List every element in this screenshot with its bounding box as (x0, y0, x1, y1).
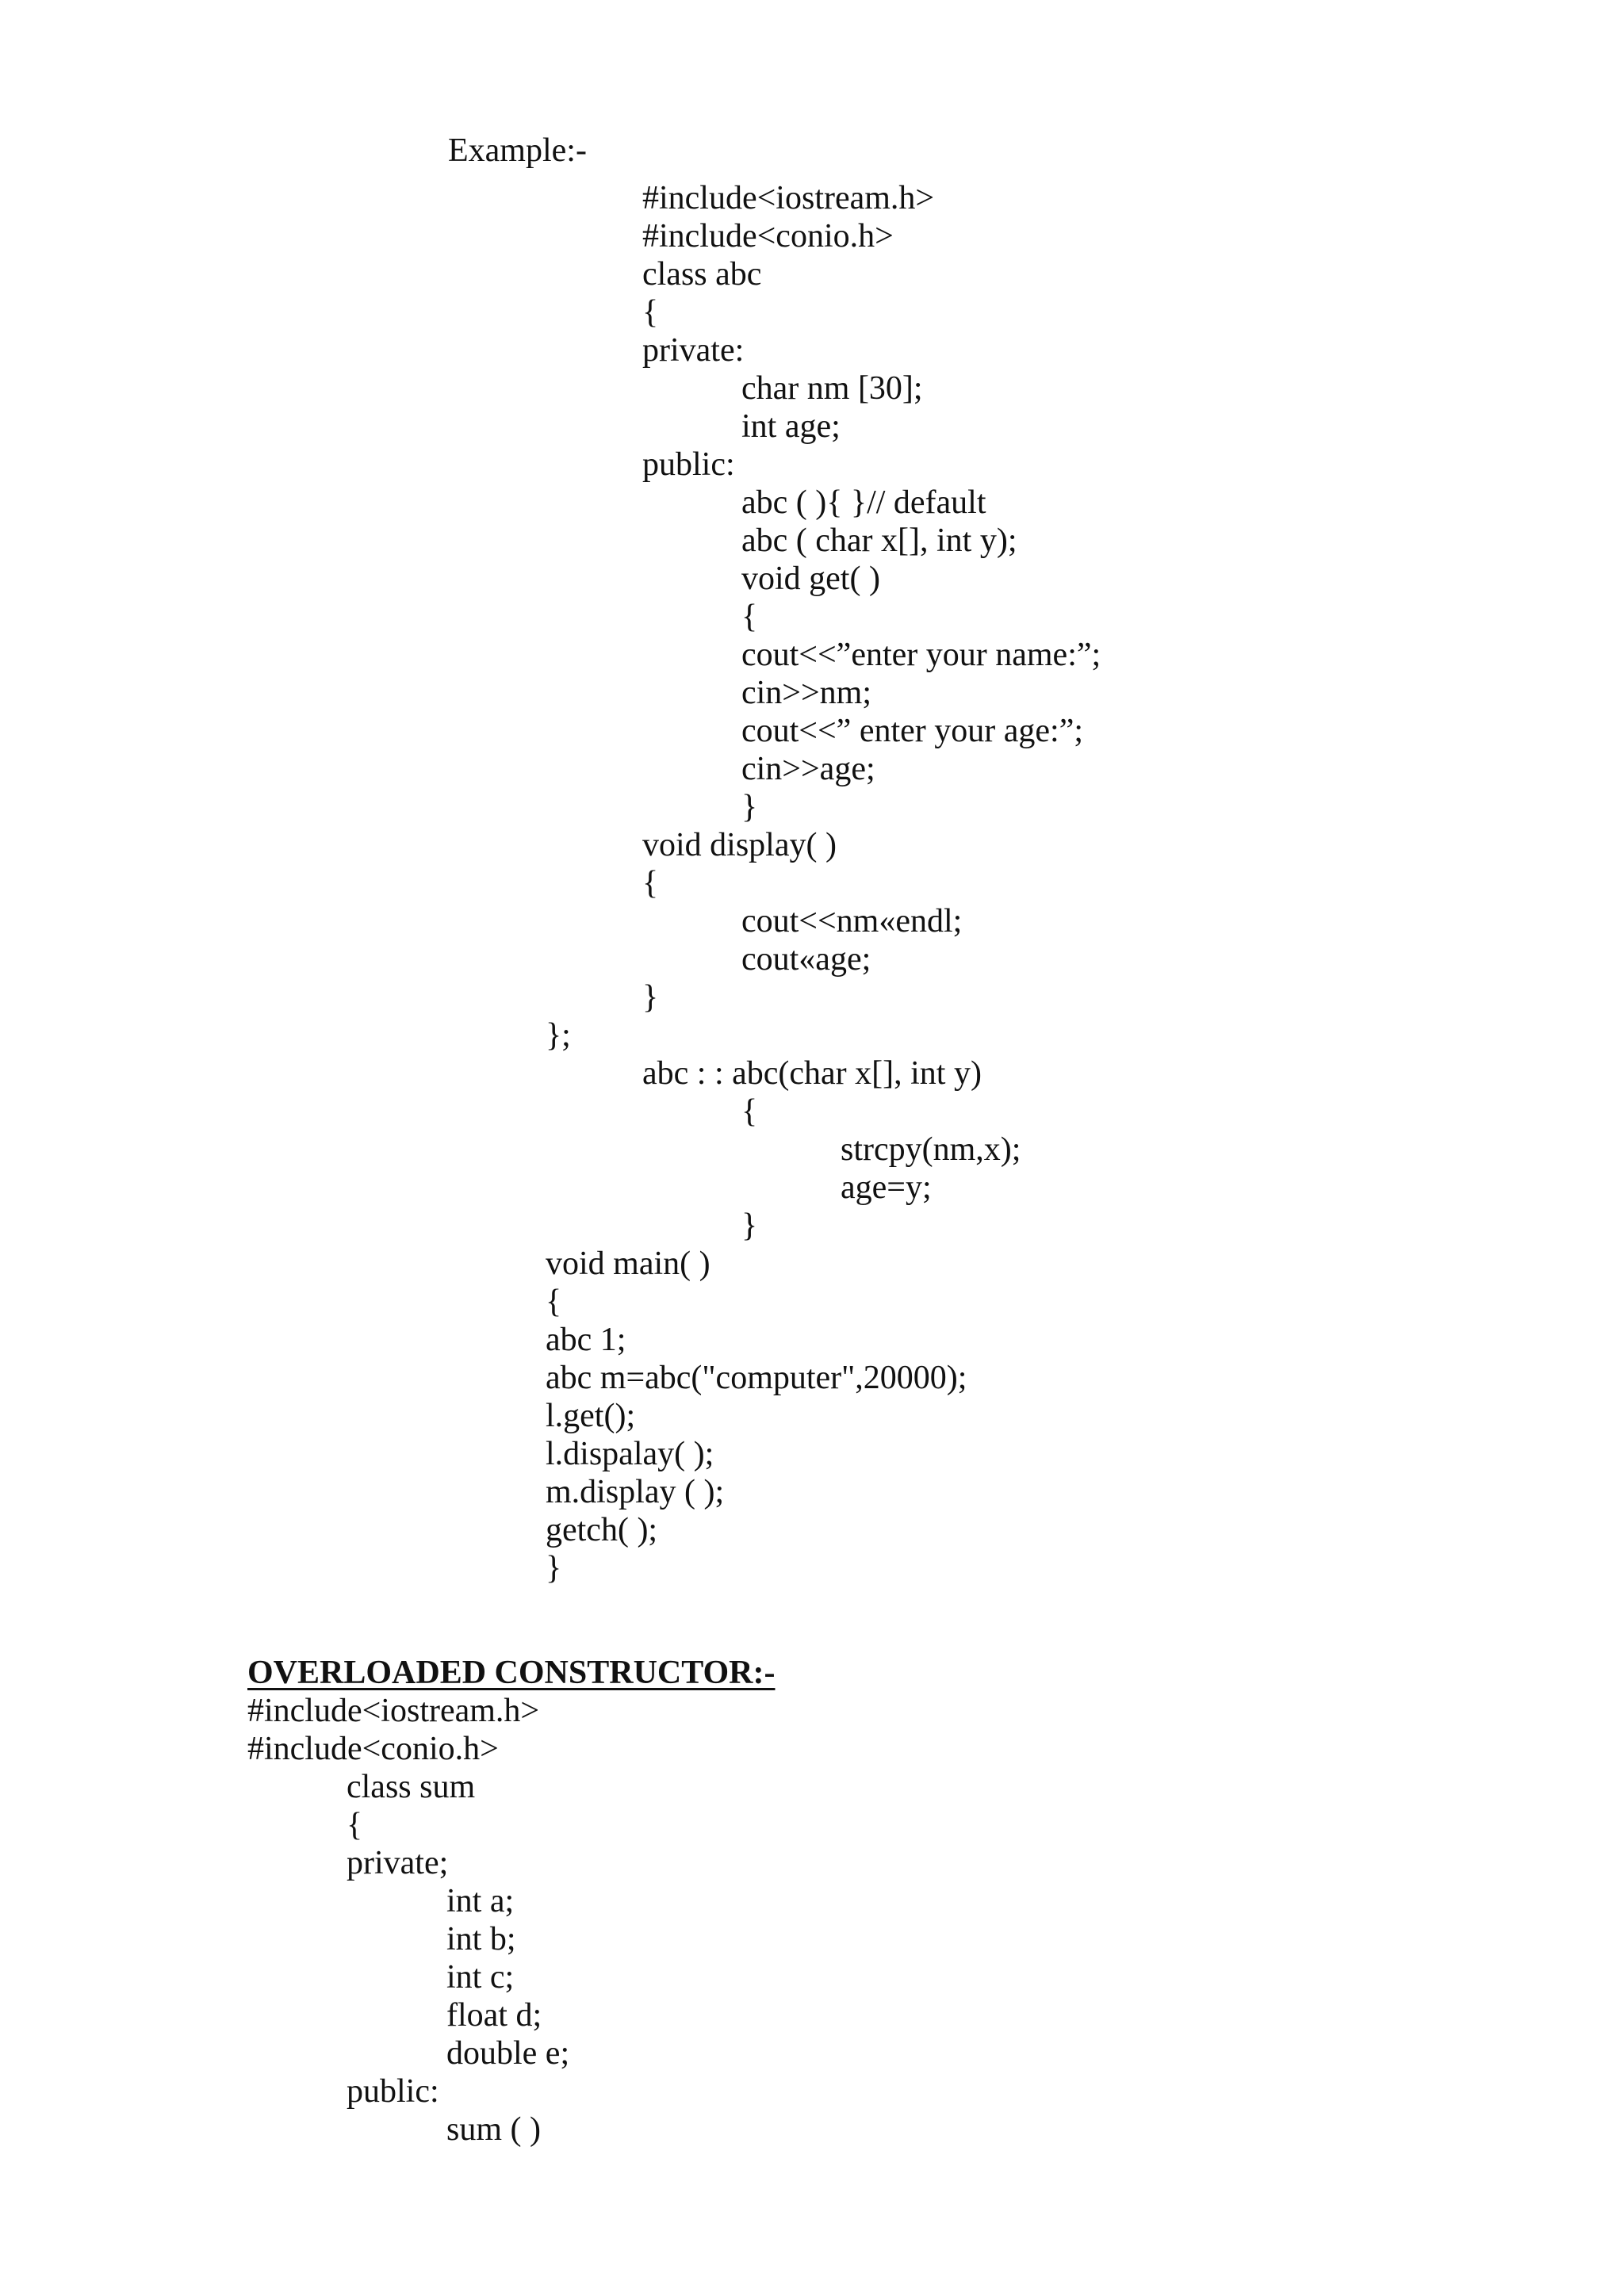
code-line: int age; (741, 408, 841, 445)
code-line: cout«age; (741, 941, 871, 978)
code-line: { (347, 1807, 363, 1843)
code-line: strcpy(nm,x); (841, 1131, 1021, 1168)
code-line: int c; (446, 1959, 515, 1996)
code-line: #include<iostream.h> (642, 180, 935, 216)
code-line: abc ( char x[], int y); (741, 522, 1017, 559)
code-line: cout<<nm«endl; (741, 903, 963, 939)
section-heading: OVERLOADED CONSTRUCTOR:- (247, 1655, 776, 1691)
code-line: } (642, 979, 659, 1016)
code-line: { (741, 1093, 758, 1130)
code-line: void display( ) (642, 827, 837, 863)
example-label: Example:- (448, 132, 587, 169)
code-line: void get( ) (741, 561, 880, 597)
code-line: int a; (446, 1883, 515, 1919)
code-line: } (741, 789, 758, 825)
code-line: private: (642, 332, 745, 369)
code-line: abc : : abc(char x[], int y) (642, 1055, 982, 1092)
code-line: #include<iostream.h> (247, 1693, 540, 1729)
code-line: { (741, 599, 758, 635)
code-line: class sum (347, 1769, 476, 1805)
code-line: } (546, 1550, 562, 1586)
code-line: abc m=abc("computer",20000); (546, 1360, 967, 1396)
code-line: public: (642, 446, 735, 483)
code-line: { (642, 865, 659, 901)
code-line: double e; (446, 2035, 570, 2072)
code-line: sum ( ) (446, 2111, 541, 2148)
code-line: int b; (446, 1921, 516, 1957)
code-line: { (546, 1284, 562, 1320)
code-line: public: (347, 2073, 439, 2110)
code-line: } (741, 1207, 758, 1244)
code-line: }; (546, 1017, 571, 1054)
code-line: float d; (446, 1997, 542, 2034)
code-line: #include<conio.h> (247, 1731, 499, 1767)
code-line: #include<conio.h> (642, 218, 894, 254)
code-line: abc ( ){ }// default (741, 484, 986, 521)
code-line: l.get(); (546, 1398, 636, 1434)
code-line: cout<<” enter your age:”; (741, 713, 1084, 749)
code-line: private; (347, 1845, 449, 1881)
code-line: void main( ) (546, 1246, 710, 1282)
code-line: class abc (642, 256, 762, 293)
code-line: abc 1; (546, 1322, 626, 1358)
code-line: { (642, 294, 659, 331)
code-line: age=y; (841, 1169, 932, 1206)
code-line: cin>>age; (741, 751, 875, 787)
code-line: m.display ( ); (546, 1474, 725, 1510)
code-line: l.dispalay( ); (546, 1436, 714, 1472)
code-line: char nm [30]; (741, 370, 923, 407)
code-line: cout<<”enter your name:”; (741, 637, 1101, 673)
code-line: cin>>nm; (741, 675, 872, 711)
code-line: getch( ); (546, 1512, 658, 1548)
